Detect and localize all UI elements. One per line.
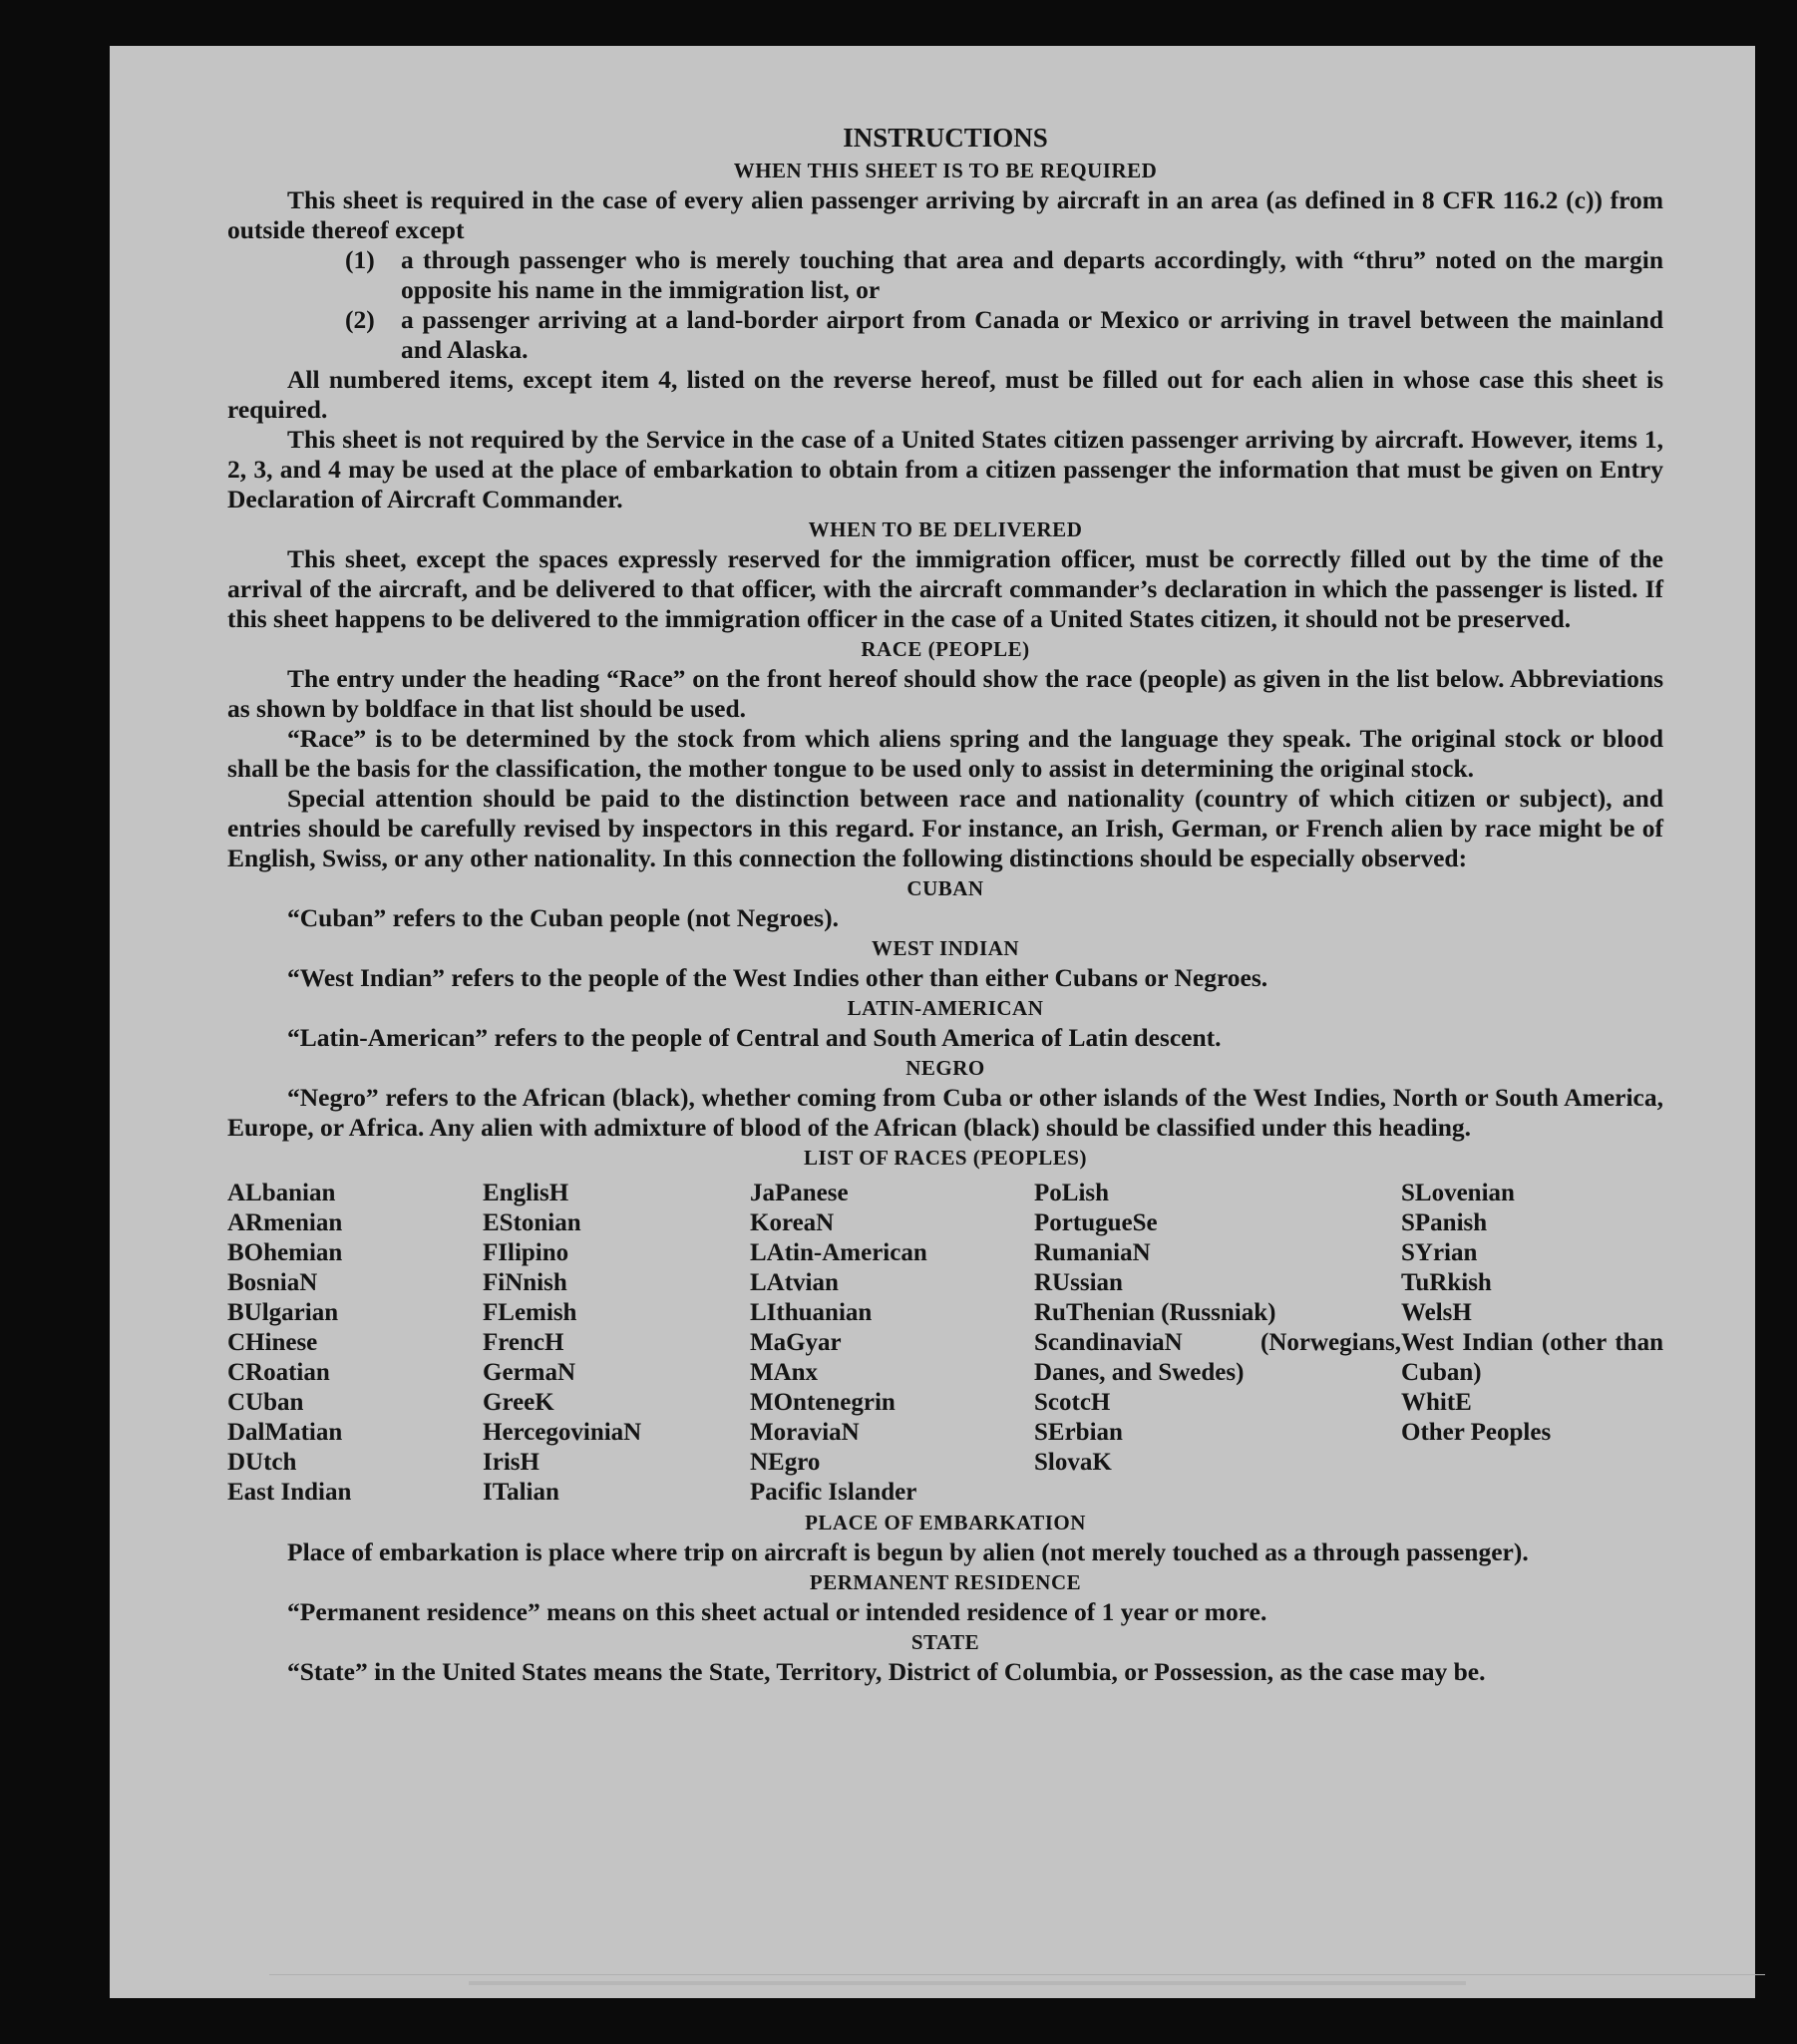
race-item: SLovenian <box>1401 1180 1515 1206</box>
race-column-4 <box>1034 1179 1401 1508</box>
race-item: SlovaK <box>1034 1449 1112 1476</box>
race-item: RuThenian (Russniak) <box>1034 1299 1276 1326</box>
race-item: MoraviaN <box>750 1419 860 1446</box>
heading-state: STATE <box>910 1630 980 1654</box>
race-list <box>227 1179 1663 1508</box>
race-item: SErbian <box>1034 1419 1123 1446</box>
race-item: RUssian <box>1034 1269 1123 1296</box>
race-item: RumaniaN <box>1034 1239 1151 1266</box>
race-item: ARmenian <box>227 1209 343 1236</box>
race-column-3 <box>750 1179 1034 1508</box>
document-title: INSTRUCTIONS <box>843 123 1048 153</box>
race-item: Other Peoples <box>1401 1419 1552 1446</box>
race-item: BUlgarian <box>227 1299 339 1326</box>
paragraph-embarkation: Place of embarkation is place where trip on aircraft is begun by alien (not merely touched as a through passenger). <box>287 1537 1529 1566</box>
race-item: West Indian (other than Cuban) <box>1401 1329 1663 1386</box>
heading-when-delivered: WHEN TO BE DELIVERED <box>808 517 1083 541</box>
paragraph-latin-american: “Latin-American” refers to the people of Central and South America of Latin descent. <box>287 1023 1222 1052</box>
race-item: NEgro <box>750 1449 821 1476</box>
paragraph-west-indian: “West Indian” refers to the people of the West Indies other than either Cubans or Negroes. <box>287 963 1268 992</box>
race-item: DalMatian <box>227 1419 343 1446</box>
race-item: SYrian <box>1401 1239 1478 1266</box>
race-item: MAnx <box>750 1359 819 1386</box>
paragraph-cuban: “Cuban” refers to the Cuban people (not Negroes). <box>287 903 839 932</box>
paragraph-citizen: This sheet is not required by the Service in the case of a United States citizen passenger arriving by aircraft. However, items 1, 2, 3, and 4 may be used at the place of embarkation to obtain from a citizen passenger the information that must be given on Entry Declaration of Aircraft Commander. <box>227 425 1663 513</box>
paragraph-race-1: The entry under the heading “Race” on the front hereof should show the race (people) as given in the list below. Abbreviations as shown by boldface in that list should be used. <box>227 664 1663 723</box>
heading-latin-american: LATIN-AMERICAN <box>847 996 1044 1020</box>
paragraph-race-2: “Race” is to be determined by the stock from which aliens spring and the language they speak. The original stock or blood shall be the basis for the classification, the mother tongue to be used only to assist in determining the original stock. <box>227 724 1663 783</box>
paragraph-state: “State” in the United States means the State, Territory, District of Columbia, or Possession, as the case may be. <box>287 1657 1486 1686</box>
race-item: BOhemian <box>227 1239 343 1266</box>
race-item: JaPanese <box>750 1180 849 1206</box>
race-item: CRoatian <box>227 1359 330 1386</box>
race-item: MaGyar <box>750 1329 842 1356</box>
race-item: ITalian <box>483 1479 559 1506</box>
item-text-2: a passenger arriving at a land-border airport from Canada or Mexico or arriving in travel between the mainland and Alaska. <box>401 305 1663 364</box>
race-item: WhitE <box>1401 1389 1472 1416</box>
item-text-1: a through passenger who is merely touching that area and departs accordingly, with “thru” noted on the margin opposite his name in the immigration list, or <box>401 245 1663 304</box>
race-item: ALbanian <box>227 1180 336 1206</box>
heading-negro: NEGRO <box>905 1056 985 1080</box>
race-column-2 <box>483 1179 750 1508</box>
race-item: ScandinaviaN (Norwegians, Danes, and Swedes) <box>1034 1329 1401 1386</box>
paragraph-numbered-items: All numbered items, except item 4, listed on the reverse hereof, must be filled out for each alien in whose case this sheet is required. <box>227 365 1663 424</box>
race-item: MOntenegrin <box>750 1389 896 1416</box>
numbered-item-1 <box>227 245 1663 305</box>
race-item: LIthuanian <box>750 1299 873 1326</box>
heading-list-of-races: LIST OF RACES (PEOPLES) <box>804 1146 1087 1170</box>
heading-race: RACE (PEOPLE) <box>861 637 1030 661</box>
race-item: CUban <box>227 1389 304 1416</box>
race-item: GermaN <box>483 1359 576 1386</box>
race-item: BosniaN <box>227 1269 318 1296</box>
item-number-2: (2) <box>345 305 375 334</box>
race-item: DUtch <box>227 1449 297 1476</box>
race-item: LAtin-American <box>750 1239 927 1266</box>
race-item: PortugueSe <box>1034 1209 1158 1236</box>
race-column-5 <box>1401 1179 1663 1508</box>
paragraph-race-3: Special attention should be paid to the distinction between race and nationality (country of which citizen or subject), and entries should be carefully revised by inspectors in this regard. For instance, an Irish, German, or French alien by race might be of English, Swiss, or any other nationality. In this connection the following distinctions should be especially observed: <box>227 784 1663 872</box>
paragraph-negro: “Negro” refers to the African (black), whether coming from Cuba or other islands of the West Indies, North or South America, Europe, or Africa. Any alien with admixture of blood of the African (black) should be classified under this heading. <box>227 1083 1663 1142</box>
race-item: EnglisH <box>483 1180 569 1206</box>
race-item: IrisH <box>483 1449 539 1476</box>
bleed-through-footer <box>269 1974 1765 1997</box>
race-item: CHinese <box>227 1329 318 1356</box>
race-item: WelsH <box>1401 1299 1472 1326</box>
race-item: GreeK <box>483 1389 554 1416</box>
document-sheet <box>110 46 1755 1998</box>
race-item: EStonian <box>483 1209 581 1236</box>
heading-when-required: WHEN THIS SHEET IS TO BE REQUIRED <box>733 159 1158 182</box>
item-number-1: (1) <box>345 245 375 274</box>
heading-west-indian: WEST INDIAN <box>871 936 1020 960</box>
race-column-1 <box>227 1179 483 1508</box>
race-item: KoreaN <box>750 1209 835 1236</box>
paragraph-when-delivered: This sheet, except the spaces expressly reserved for the immigration officer, must be correctly filled out by the time of the arrival of the aircraft, and be delivered to that officer, with the aircraft commander’s declaration in which the passenger is listed. If this sheet happens to be delivered to the immigration officer in the case of a United States citizen, it should not be preserved. <box>227 544 1663 633</box>
race-item: FLemish <box>483 1299 577 1326</box>
race-item: FIlipino <box>483 1239 569 1266</box>
heading-embarkation: PLACE OF EMBARKATION <box>805 1511 1086 1534</box>
heading-permanent-residence: PERMANENT RESIDENCE <box>809 1570 1082 1594</box>
race-item: Pacific Islander <box>750 1479 917 1506</box>
race-item: FiNnish <box>483 1269 567 1296</box>
numbered-item-2 <box>227 305 1663 365</box>
race-item: FrencH <box>483 1329 564 1356</box>
paragraph-when-required-intro: This sheet is required in the case of every alien passenger arriving by aircraft in an area (as defined in 8 CFR 116.2 (c)) from outside thereof except <box>227 185 1663 244</box>
race-item: ScotcH <box>1034 1389 1111 1416</box>
race-item: PoLish <box>1034 1180 1110 1206</box>
heading-cuban: CUBAN <box>906 876 984 900</box>
race-item: HercegoviniaN <box>483 1419 642 1446</box>
document-content <box>227 120 1663 1687</box>
race-item: LAtvian <box>750 1269 839 1296</box>
paragraph-permanent-residence: “Permanent residence” means on this sheet actual or intended residence of 1 year or more. <box>287 1597 1267 1626</box>
race-item: TuRkish <box>1401 1269 1492 1296</box>
race-item: SPanish <box>1401 1209 1488 1236</box>
race-item: East Indian <box>227 1479 352 1506</box>
